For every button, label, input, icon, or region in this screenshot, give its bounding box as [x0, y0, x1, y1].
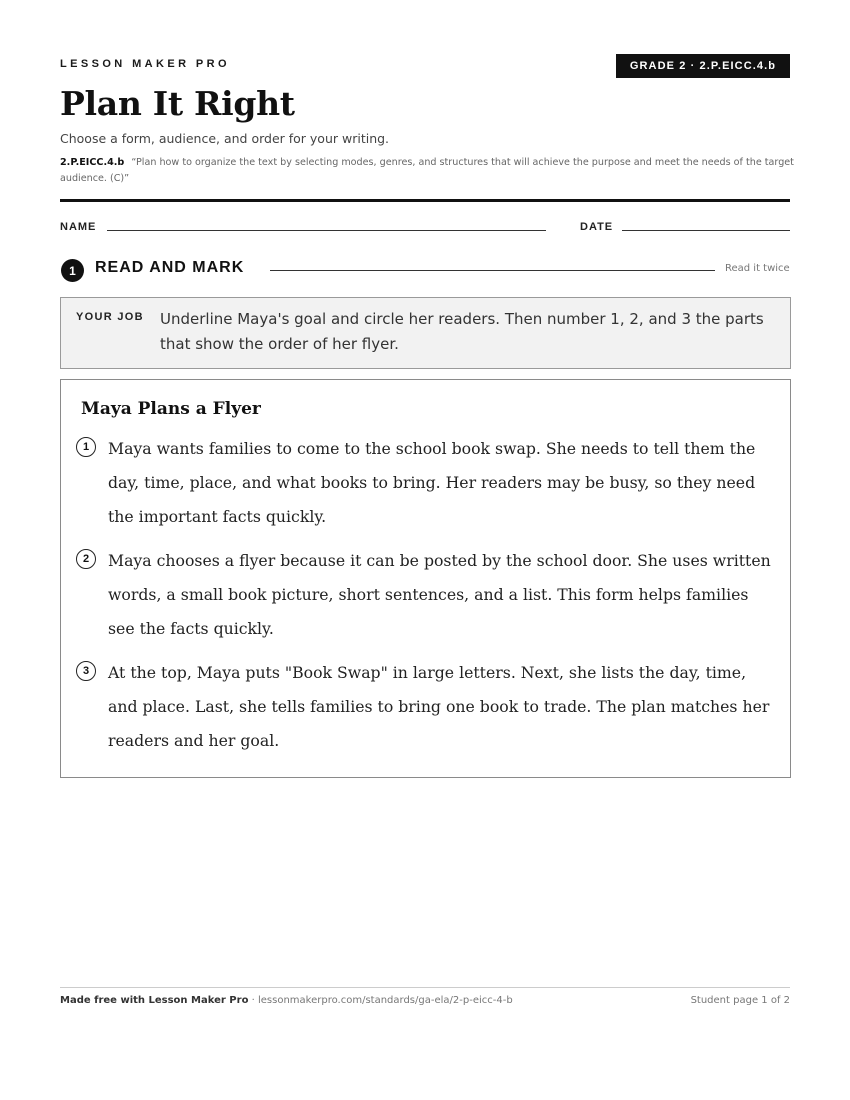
standard-code: 2.P.EICC.4.b — [60, 157, 125, 168]
footer-page-number: Student page 1 of 2 — [690, 995, 790, 1006]
name-label: NAME — [60, 221, 97, 233]
footer-url-link[interactable]: lessonmakerpro.com/standards/ga-ela/2-p-eicc-4-b — [257, 995, 513, 1006]
paragraph-number-1: 1 — [76, 437, 96, 457]
footer-separator: · — [248, 995, 258, 1006]
footer-divider — [60, 987, 790, 988]
grade-badge: GRADE 2 · 2.P.EICC.4.b — [616, 54, 790, 78]
footer-credit — [60, 995, 513, 1006]
passage-box — [60, 379, 791, 778]
your-job-label: YOUR JOB — [76, 311, 144, 323]
paragraph-number-2: 2 — [76, 549, 96, 569]
brand-name: LESSON MAKER PRO — [60, 58, 230, 70]
section-number-badge: 1 — [61, 259, 84, 282]
standard-text: “Plan how to organize the text by selecting modes, genres, and structures that will achieve the purpose and meet the needs of the target audience. (C)” — [60, 157, 794, 184]
page-subtitle: Choose a form, audience, and order for your writing. — [60, 131, 390, 146]
header-divider — [60, 199, 790, 202]
footer-made-with: Made free with Lesson Maker Pro — [60, 995, 249, 1006]
passage-title: Maya Plans a Flyer — [81, 399, 261, 419]
your-job-text: Underline Maya's goal and circle her readers. Then number 1, 2, and 3 the parts that show the order of her flyer. — [160, 310, 764, 353]
page-title: Plan It Right — [60, 84, 295, 123]
paragraph-text-1: Maya wants families to come to the school book swap. She needs to tell them the day, time, place, and what books to bring. Her readers may be busy, so they need the important facts quickly. — [108, 439, 756, 526]
date-label: DATE — [580, 221, 614, 233]
name-field-line[interactable] — [107, 230, 546, 231]
your-job-box — [60, 297, 791, 369]
paragraph-text-3: At the top, Maya puts "Book Swap" in large letters. Next, she lists the day, time, and place. Last, she tells families to bring one book to trade. The plan matches her readers and her goal. — [108, 663, 770, 750]
date-field-line[interactable] — [622, 230, 790, 231]
paragraph-number-3: 3 — [76, 661, 96, 681]
standard-description — [60, 155, 795, 187]
section-title: READ AND MARK — [95, 259, 245, 276]
paragraph-text-2: Maya chooses a flyer because it can be posted by the school door. She uses written words, a small book picture, short sentences, and a list. This form helps families see the facts quickly. — [108, 551, 771, 638]
section-divider — [270, 270, 715, 271]
section-note: Read it twice — [725, 263, 790, 274]
